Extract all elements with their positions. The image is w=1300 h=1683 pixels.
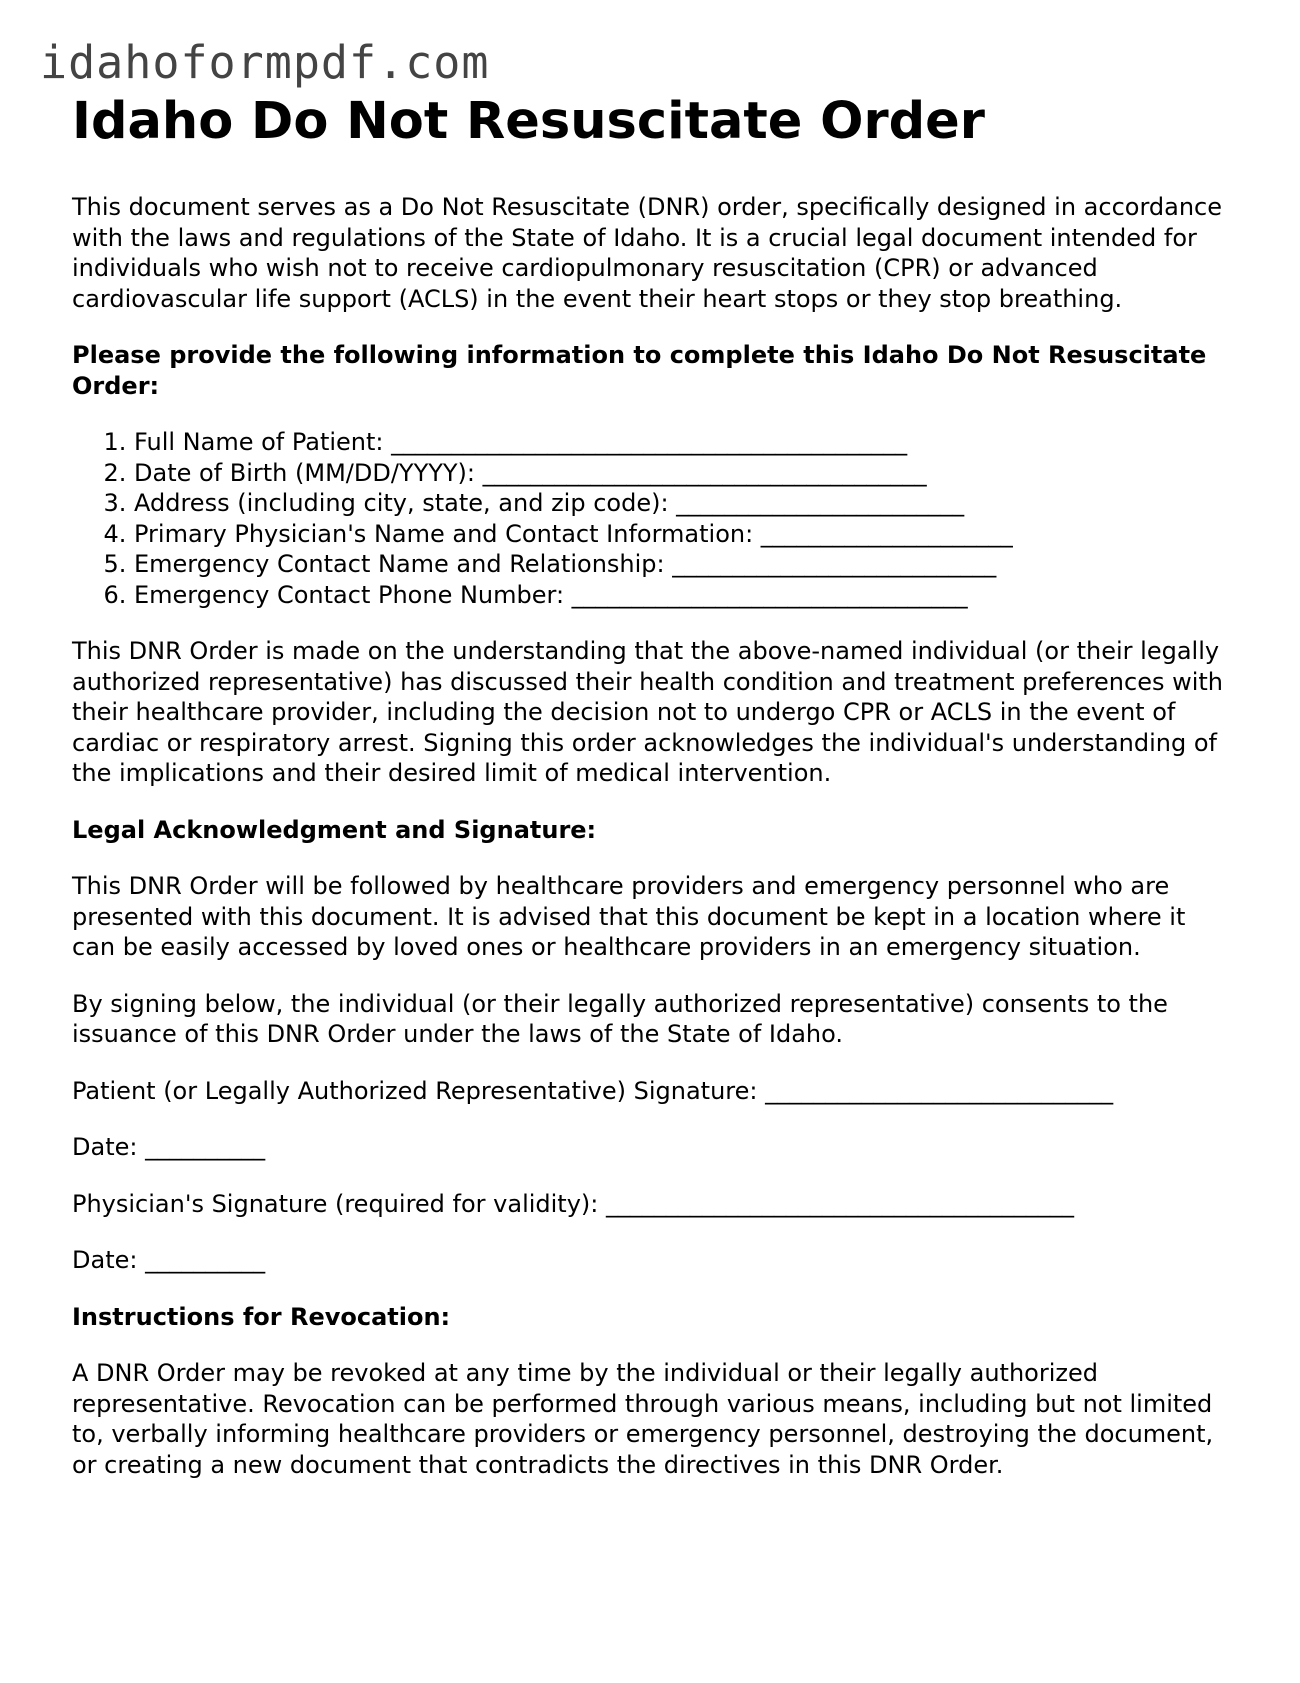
field-emergency-phone: 6. Emergency Contact Phone Number: _________________________________ [134, 580, 1232, 611]
patient-date-line: Date: __________ [72, 1133, 266, 1161]
field-physician: 4. Primary Physician's Name and Contact Information: _____________________ [134, 519, 1232, 550]
field-address: 3. Address (including city, state, and zip code): ________________________ [134, 488, 1232, 519]
understanding-paragraph: This DNR Order is made on the understanding that the above-named individual (or their legally authorized representative) has discussed their health condition and treatment preferences with their healthcare provider, including the decision not to undergo CPR or ACLS in the event of cardiac or respiratory arrest. Signing this order acknowledges the individual's understanding of the implications and their desired limit of medical intervention. [72, 637, 1224, 787]
physician-date-line: Date: __________ [72, 1246, 266, 1274]
patient-signature-line: Patient (or Legally Authorized Representative) Signature: _____________________________ [72, 1076, 1114, 1105]
legal-paragraph: This DNR Order will be followed by healthcare providers and emergency personnel who are presented with this document. It is advised that this document be kept in a location where it can be easily accessed by loved ones or healthcare providers in an emergency situation. [72, 872, 1186, 961]
page-title: Idaho Do Not Resuscitate Order [72, 92, 985, 151]
info-heading: Please provide the following information to complete this Idaho Do Not Resuscitate Order: [72, 341, 1207, 400]
field-emergency-contact: 5. Emergency Contact Name and Relationship: ___________________________ [134, 549, 1232, 580]
document-body [72, 90, 1232, 1506]
consent-paragraph: By signing below, the individual (or their legally authorized representative) consents to the issuance of this DNR Order under the laws of the State of Idaho. [72, 989, 1168, 1048]
intro-paragraph: This document serves as a Do Not Resuscitate (DNR) order, specifically designed in accordance with the laws and regulations of the State of Idaho. It is a crucial legal document intended for individuals who wish not to receive cardiopulmonary resuscitation (CPR) or advanced cardiovascular life support (ACLS) in the event their heart stops or they stop breathing. [72, 193, 1223, 313]
legal-heading: Legal Acknowledgment and Signature: [72, 815, 597, 844]
revocation-heading: Instructions for Revocation: [72, 1302, 451, 1331]
revocation-paragraph: A DNR Order may be revoked at any time by the individual or their legally authorized representative. Revocation can be performed through various means, including but not limited to, verbally informing healthcare providers or emergency personnel, destroying the document, or creating a new document that contradicts the directives in this DNR Order. [72, 1359, 1214, 1479]
field-full-name: 1. Full Name of Patient: ___________________________________________ [134, 427, 1232, 458]
field-list [72, 427, 1232, 610]
watermark: idahoformpdf.com [40, 36, 490, 89]
physician-signature-line: Physician's Signature (required for validity): _______________________________________ [72, 1189, 1074, 1218]
field-date-of-birth: 2. Date of Birth (MM/DD/YYYY): _____________________________________ [134, 458, 1232, 489]
